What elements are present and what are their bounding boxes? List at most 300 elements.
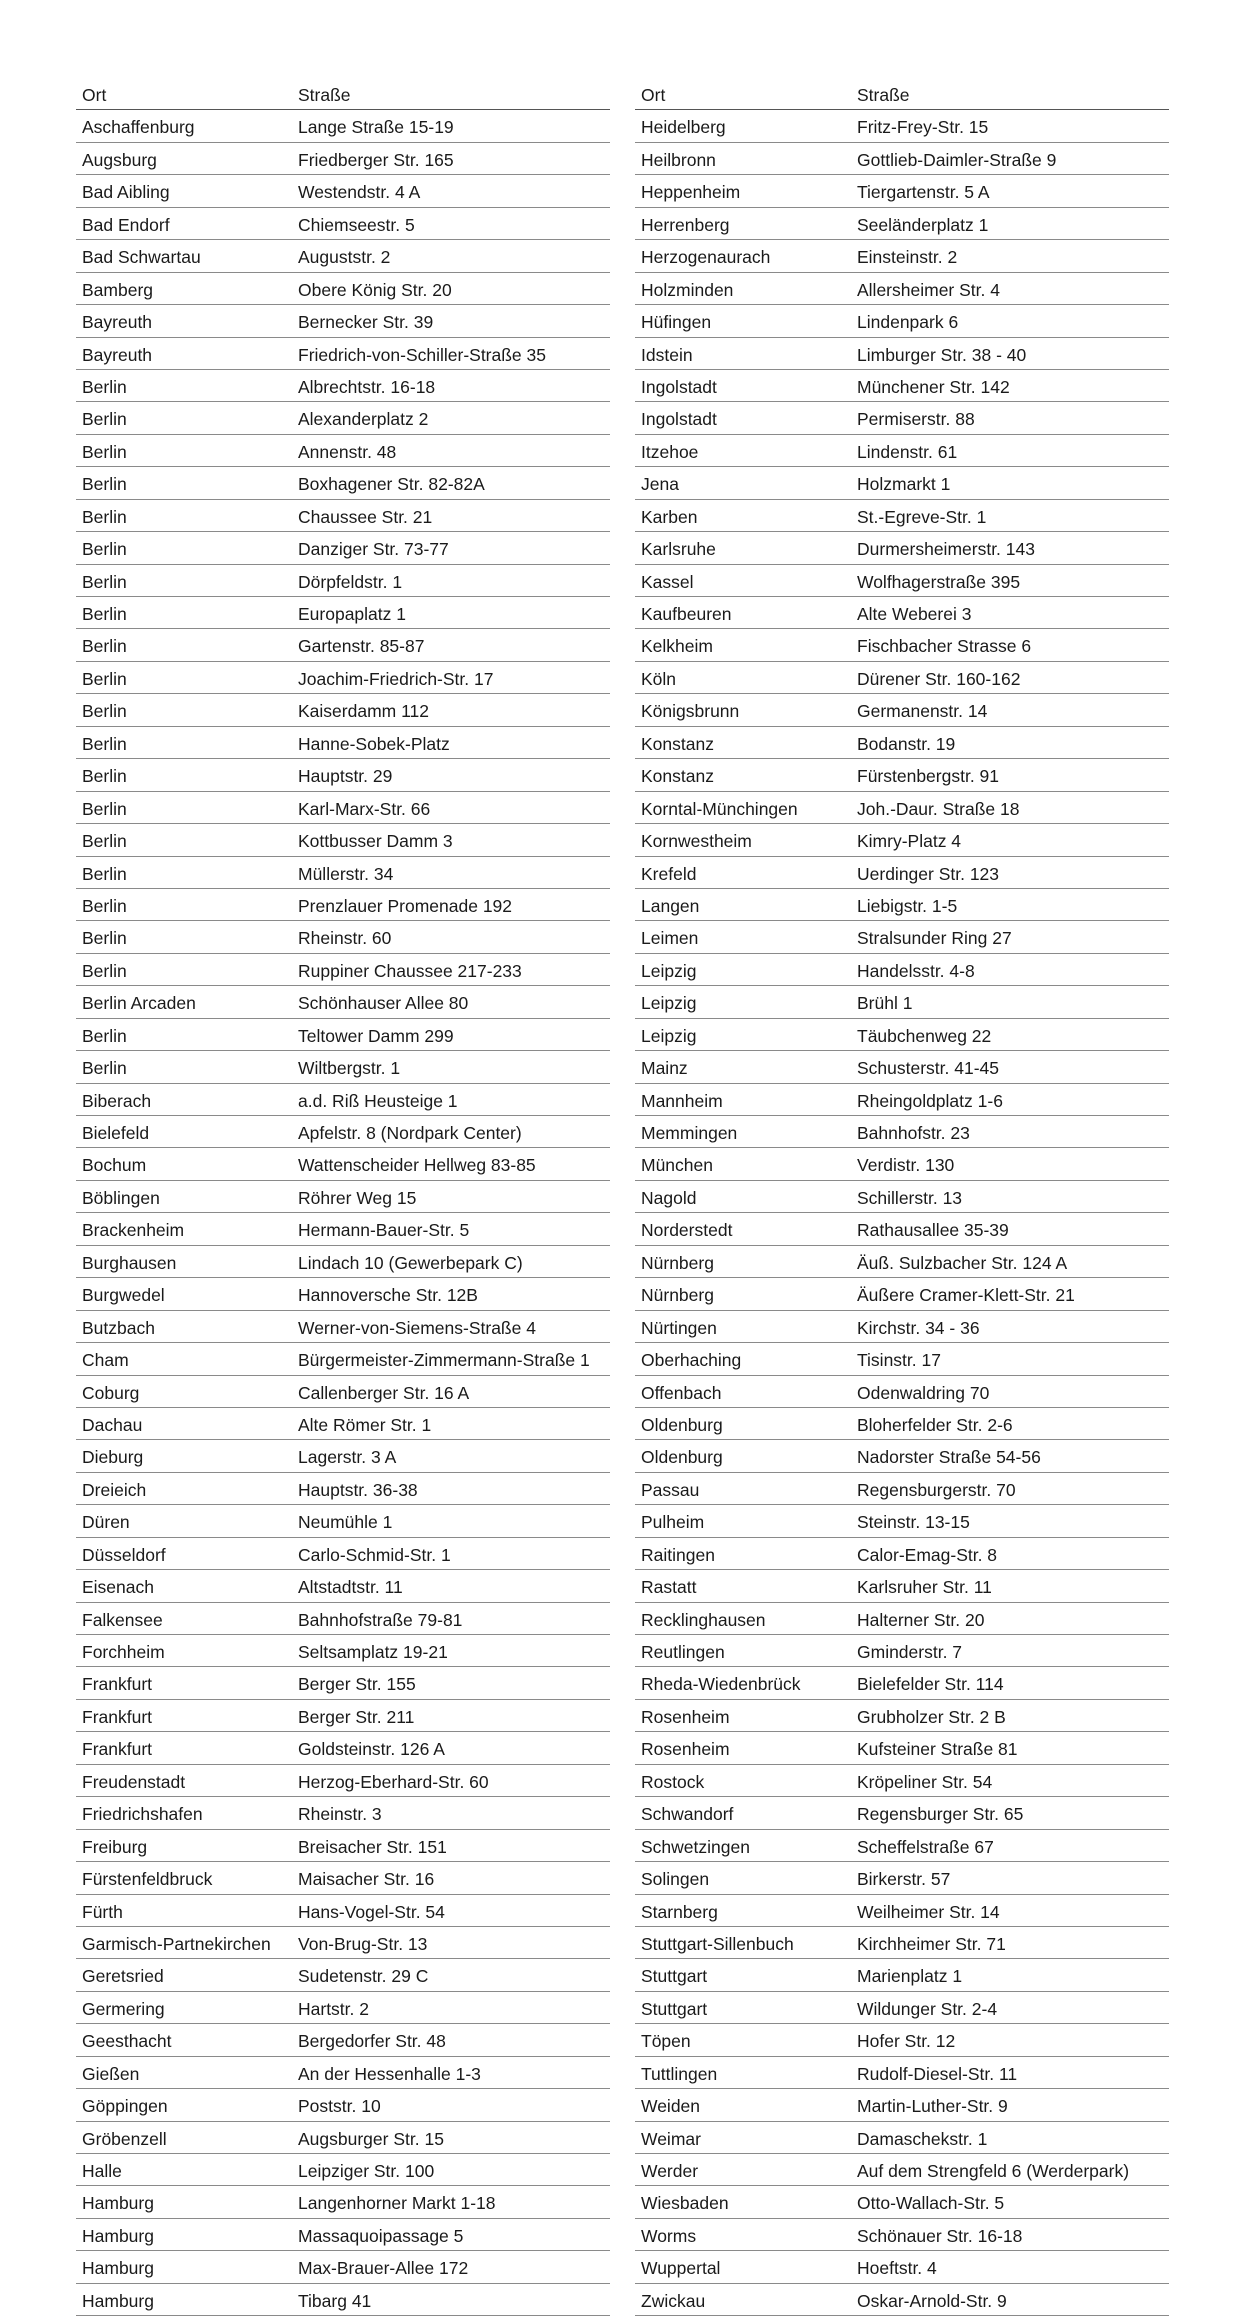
cell-ort: Rastatt	[641, 1577, 697, 1598]
table-row	[635, 240, 1169, 272]
table-row	[635, 273, 1169, 305]
table-row	[635, 2089, 1169, 2121]
table-row	[635, 1505, 1169, 1537]
cell-strasse: Auf dem Strengfeld 6 (Werderpark)	[857, 2161, 1130, 2181]
table-row	[76, 1765, 610, 1797]
cell-ort: Aschaffenburg	[82, 117, 195, 138]
table-row	[76, 208, 610, 240]
cell-ort: Dachau	[82, 1414, 143, 1435]
cell-strasse: Teltower Damm 299	[298, 1025, 454, 1046]
cell-strasse: Gminderstr. 7	[857, 1642, 963, 1662]
cell-ort: Burgwedel	[82, 1285, 165, 1306]
table-row	[76, 2122, 610, 2154]
cell-ort: Düsseldorf	[82, 1544, 166, 1565]
table-row	[635, 208, 1169, 240]
table-row	[76, 1246, 610, 1278]
cell-strasse: Karlsruher Str. 11	[857, 1577, 992, 1598]
cell-ort: Langen	[641, 895, 700, 916]
cell-strasse: Tiergartenstr. 5 A	[857, 182, 990, 203]
cell-ort: Heppenheim	[641, 182, 741, 203]
cell-strasse: Bahnhofstraße 79-81	[298, 1609, 463, 1630]
table-row	[76, 1830, 610, 1862]
cell-strasse: Goldsteinstr. 126 A	[298, 1739, 445, 1760]
cell-ort: München	[641, 1155, 713, 1176]
cell-strasse: Wattenscheider Hellweg 83-85	[298, 1155, 536, 1176]
cell-ort: Fürstenfeldbruck	[82, 1869, 213, 1890]
table-row	[76, 1473, 610, 1505]
cell-strasse: Uerdinger Str. 123	[857, 863, 1000, 884]
cell-ort: Hamburg	[82, 2258, 154, 2279]
table-row	[76, 2154, 610, 2186]
cell-ort: Herrenberg	[641, 214, 730, 235]
cell-strasse: St.-Egreve-Str. 1	[857, 506, 987, 527]
cell-ort: Fürth	[82, 1901, 123, 1922]
cell-strasse: Schönhauser Allee 80	[298, 993, 469, 1014]
table-row	[76, 1440, 610, 1472]
table-row	[635, 1019, 1169, 1051]
cell-strasse: Bernecker Str. 39	[298, 312, 434, 333]
table-row	[635, 2154, 1169, 2186]
cell-strasse: Brühl 1	[857, 993, 913, 1014]
cell-strasse: a.d. Riß Heusteige 1	[298, 1090, 458, 1111]
table-row	[76, 954, 610, 986]
cell-ort: Freudenstadt	[82, 1771, 186, 1792]
cell-strasse: Weilheimer Str. 14	[857, 1901, 1000, 1922]
cell-strasse: Karl-Marx-Str. 66	[298, 798, 431, 819]
table-row	[76, 1311, 610, 1343]
cell-ort: Berlin	[82, 409, 127, 430]
cell-strasse: Joachim-Friedrich-Str. 17	[298, 668, 494, 689]
table-row	[76, 305, 610, 337]
cell-ort: Wiesbaden	[641, 2193, 729, 2214]
cell-strasse: Grubholzer Str. 2 B	[857, 1706, 1006, 1727]
table-row	[76, 889, 610, 921]
cell-ort: Konstanz	[641, 766, 714, 787]
table-row	[635, 402, 1169, 434]
table-row	[635, 1700, 1169, 1732]
table-row	[76, 175, 610, 207]
table-row	[76, 857, 610, 889]
cell-strasse: Gottlieb-Daimler-Straße 9	[857, 149, 1057, 170]
table-row	[76, 143, 610, 175]
table-row	[635, 1927, 1169, 1959]
cell-ort: Rosenheim	[641, 1739, 730, 1760]
cell-strasse: Altstadtstr. 11	[298, 1577, 403, 1598]
cell-ort: Dieburg	[82, 1447, 144, 1468]
table-row	[76, 1181, 610, 1213]
cell-strasse: Boxhagener Str. 82-82A	[298, 474, 485, 495]
table-row	[76, 1635, 610, 1667]
cell-strasse: Fürstenbergstr. 91	[857, 766, 1000, 787]
cell-strasse: Kirchheimer Str. 71	[857, 1933, 1006, 1954]
table-row	[76, 435, 610, 467]
table-row	[635, 1084, 1169, 1116]
cell-strasse: Joh.-Daur. Straße 18	[857, 798, 1020, 819]
table-row	[76, 1895, 610, 1927]
table-row	[635, 727, 1169, 759]
cell-ort: Forchheim	[82, 1642, 165, 1662]
table-row	[76, 662, 610, 694]
cell-ort: Idstein	[641, 344, 693, 365]
cell-ort: Stuttgart	[641, 1998, 708, 2019]
cell-ort: Töpen	[641, 2031, 691, 2052]
cell-ort: Berlin	[82, 895, 127, 916]
cell-strasse: Rheinstr. 60	[298, 928, 392, 949]
cell-strasse: Apfelstr. 8 (Nordpark Center)	[298, 1123, 522, 1143]
table-row	[635, 2024, 1169, 2056]
table-row	[635, 2186, 1169, 2218]
table-row	[635, 792, 1169, 824]
cell-ort: Berlin	[82, 1025, 127, 1046]
cell-ort: Eisenach	[82, 1577, 154, 1598]
cell-ort: Hamburg	[82, 2225, 154, 2246]
cell-strasse: Max-Brauer-Allee 172	[298, 2258, 469, 2279]
cell-ort: Berlin	[82, 960, 127, 981]
cell-ort: Karlsruhe	[641, 539, 716, 560]
cell-strasse: Albrechtstr. 16-18	[298, 376, 436, 397]
table-row	[76, 1992, 610, 2024]
table-row	[76, 2251, 610, 2283]
table-row	[76, 1051, 610, 1083]
table-row	[76, 402, 610, 434]
cell-ort: Schwandorf	[641, 1804, 734, 1825]
table-row	[76, 2284, 610, 2316]
cell-strasse: Nadorster Straße 54-56	[857, 1447, 1041, 1468]
table-row	[635, 1246, 1169, 1278]
cell-strasse: Rathausallee 35-39	[857, 1220, 1009, 1241]
table-row	[635, 175, 1169, 207]
cell-strasse: Hans-Vogel-Str. 54	[298, 1901, 445, 1922]
table-row	[635, 2122, 1169, 2154]
table-row	[76, 759, 610, 791]
cell-strasse: Halterner Str. 20	[857, 1609, 985, 1630]
cell-strasse: Steinstr. 13-15	[857, 1512, 970, 1533]
cell-ort: Hamburg	[82, 2193, 154, 2214]
cell-ort: Wuppertal	[641, 2258, 721, 2279]
cell-strasse: Bergedorfer Str. 48	[298, 2031, 446, 2052]
cell-strasse: Schusterstr. 41-45	[857, 1058, 1000, 1079]
cell-ort: Geretsried	[82, 1966, 164, 1987]
cell-strasse: Callenberger Str. 16 A	[298, 1382, 470, 1403]
cell-strasse: Bielefelder Str. 114	[857, 1674, 1004, 1695]
cell-ort: Oldenburg	[641, 1414, 723, 1435]
cell-ort: Frankfurt	[82, 1739, 153, 1760]
cell-strasse: Scheffelstraße 67	[857, 1836, 994, 1857]
column-header-strasse: Straße	[857, 85, 910, 105]
cell-ort: Berlin	[82, 539, 127, 560]
table-row	[76, 1116, 610, 1148]
cell-ort: Bielefeld	[82, 1123, 150, 1143]
cell-ort: Berlin	[82, 733, 127, 754]
cell-ort: Ingolstadt	[641, 376, 717, 397]
cell-ort: Korntal-Münchingen	[641, 798, 798, 819]
cell-ort: Leipzig	[641, 993, 697, 1014]
cell-ort: Friedrichshafen	[82, 1804, 203, 1825]
table-row	[635, 1895, 1169, 1927]
table-row	[76, 1570, 610, 1602]
cell-ort: Jena	[641, 474, 679, 495]
cell-ort: Berlin	[82, 441, 127, 462]
cell-ort: Worms	[641, 2225, 697, 2246]
cell-strasse: Schillerstr. 13	[857, 1187, 963, 1208]
cell-strasse: Calor-Emag-Str. 8	[857, 1544, 998, 1565]
table-row	[76, 986, 610, 1018]
column-header-ort: Ort	[82, 85, 107, 105]
table-row	[76, 1505, 610, 1537]
table-row	[635, 1051, 1169, 1083]
cell-ort: Nürtingen	[641, 1317, 717, 1338]
table-row	[635, 662, 1169, 694]
table-row	[635, 986, 1169, 1018]
cell-strasse: Bodanstr. 19	[857, 733, 956, 754]
cell-strasse: Hauptstr. 29	[298, 766, 393, 787]
cell-ort: Herzogenaurach	[641, 247, 771, 268]
cell-strasse: Friedberger Str. 165	[298, 149, 454, 170]
cell-ort: Berlin	[82, 766, 127, 787]
cell-strasse: Kröpeliner Str. 54	[857, 1771, 993, 1792]
table-row	[76, 1343, 610, 1375]
cell-ort: Itzehoe	[641, 441, 699, 462]
table-row	[76, 240, 610, 272]
table-row	[76, 1084, 610, 1116]
cell-ort: Düren	[82, 1512, 130, 1533]
table-row	[635, 370, 1169, 402]
cell-ort: Recklinghausen	[641, 1609, 766, 1630]
cell-ort: Butzbach	[82, 1317, 155, 1338]
cell-ort: Reutlingen	[641, 1642, 725, 1662]
cell-ort: Mainz	[641, 1058, 688, 1079]
table-row	[635, 1181, 1169, 1213]
table-row	[635, 1667, 1169, 1699]
cell-strasse: Wiltbergstr. 1	[298, 1058, 401, 1079]
cell-strasse: Holzmarkt 1	[857, 474, 951, 495]
cell-ort: Cham	[82, 1350, 129, 1371]
cell-strasse: Otto-Wallach-Str. 5	[857, 2193, 1005, 2214]
table-row	[635, 1732, 1169, 1764]
cell-ort: Königsbrunn	[641, 701, 740, 722]
table-row	[635, 857, 1169, 889]
cell-strasse: Regensburgerstr. 70	[857, 1479, 1016, 1500]
table-row	[635, 467, 1169, 499]
cell-strasse: Tibarg 41	[298, 2290, 372, 2311]
table-row	[635, 2219, 1169, 2251]
table-row	[635, 694, 1169, 726]
table-row	[76, 1538, 610, 1570]
cell-strasse: An der Hessenhalle 1-3	[298, 2063, 481, 2084]
cell-ort: Bad Endorf	[82, 214, 170, 235]
cell-ort: Berlin	[82, 668, 127, 689]
cell-strasse: Tisinstr. 17	[857, 1350, 941, 1371]
cell-ort: Zwickau	[641, 2290, 706, 2311]
cell-ort: Werder	[641, 2161, 699, 2181]
cell-strasse: Chiemseestr. 5	[298, 214, 415, 235]
cell-strasse: Annenstr. 48	[298, 441, 397, 462]
cell-ort: Norderstedt	[641, 1220, 733, 1241]
cell-strasse: Carlo-Schmid-Str. 1	[298, 1544, 451, 1565]
cell-strasse: Friedrich-von-Schiller-Straße 35	[298, 344, 546, 365]
cell-ort: Heilbronn	[641, 149, 716, 170]
cell-ort: Falkensee	[82, 1609, 163, 1630]
cell-ort: Stuttgart-Sillenbuch	[641, 1933, 794, 1954]
cell-ort: Berlin	[82, 506, 127, 527]
cell-strasse: Damaschekstr. 1	[857, 2128, 988, 2149]
cell-strasse: Von-Brug-Str. 13	[298, 1933, 428, 1954]
cell-ort: Leipzig	[641, 1025, 697, 1046]
table-row	[76, 1732, 610, 1764]
table-row	[635, 1992, 1169, 2024]
cell-strasse: Maisacher Str. 16	[298, 1869, 435, 1890]
cell-strasse: Danziger Str. 73-77	[298, 539, 449, 560]
table-row	[635, 1473, 1169, 1505]
table-row	[635, 338, 1169, 370]
table-row	[76, 532, 610, 564]
table-row	[635, 500, 1169, 532]
table-row	[635, 1440, 1169, 1472]
cell-strasse: Europaplatz 1	[298, 604, 406, 624]
table-row	[635, 629, 1169, 661]
cell-ort: Berlin	[82, 636, 127, 657]
cell-strasse: Birkerstr. 57	[857, 1869, 951, 1890]
cell-ort: Kornwestheim	[641, 831, 752, 852]
cell-strasse: Sudetenstr. 29 C	[298, 1966, 429, 1987]
cell-ort: Brackenheim	[82, 1220, 185, 1241]
table-row	[76, 727, 610, 759]
table-row	[635, 1278, 1169, 1310]
cell-ort: Leipzig	[641, 960, 697, 981]
cell-ort: Schwetzingen	[641, 1836, 750, 1857]
table-row	[76, 1603, 610, 1635]
cell-ort: Rosenheim	[641, 1706, 730, 1727]
cell-strasse: Allersheimer Str. 4	[857, 279, 1000, 300]
table-row	[76, 1376, 610, 1408]
table-row	[76, 2186, 610, 2218]
cell-ort: Offenbach	[641, 1382, 722, 1403]
table-row	[635, 565, 1169, 597]
cell-ort: Starnberg	[641, 1901, 718, 1922]
cell-ort: Böblingen	[82, 1187, 160, 1208]
cell-ort: Berlin	[82, 701, 127, 722]
cell-strasse: Oskar-Arnold-Str. 9	[857, 2290, 1007, 2311]
table-row	[635, 143, 1169, 175]
cell-strasse: Berger Str. 155	[298, 1674, 416, 1695]
cell-ort: Berlin	[82, 863, 127, 884]
cell-ort: Heidelberg	[641, 117, 726, 138]
table-row	[635, 1343, 1169, 1375]
table-row	[635, 889, 1169, 921]
cell-strasse: Dörpfeldstr. 1	[298, 571, 403, 592]
table-row	[76, 2024, 610, 2056]
cell-strasse: Langenhorner Markt 1-18	[298, 2193, 496, 2214]
cell-strasse: Lange Straße 15-19	[298, 117, 454, 138]
cell-ort: Berlin	[82, 798, 127, 819]
cell-ort: Berlin	[82, 474, 127, 495]
cell-ort: Bochum	[82, 1155, 147, 1176]
cell-strasse: Äußere Cramer-Klett-Str. 21	[857, 1285, 1075, 1306]
cell-strasse: Hanne-Sobek-Platz	[298, 733, 450, 754]
table-row	[635, 1797, 1169, 1829]
cell-strasse: Kirchstr. 34 - 36	[857, 1317, 980, 1338]
cell-strasse: Obere König Str. 20	[298, 279, 452, 300]
cell-strasse: Hartstr. 2	[298, 1998, 369, 2019]
cell-strasse: Ruppiner Chaussee 217-233	[298, 960, 522, 981]
table-row	[76, 629, 610, 661]
cell-strasse: Rheingoldplatz 1-6	[857, 1090, 1003, 1111]
cell-strasse: Handelsstr. 4-8	[857, 960, 975, 981]
cell-strasse: Liebigstr. 1-5	[857, 895, 958, 916]
cell-strasse: Hauptstr. 36-38	[298, 1479, 418, 1500]
table-row	[635, 921, 1169, 953]
cell-ort: Burghausen	[82, 1252, 177, 1273]
cell-strasse: Berger Str. 211	[298, 1706, 415, 1727]
table-row	[635, 1959, 1169, 1991]
table-row	[635, 1408, 1169, 1440]
cell-ort: Berlin Arcaden	[82, 993, 196, 1014]
cell-ort: Hüfingen	[641, 312, 712, 333]
table-row	[76, 1797, 610, 1829]
cell-ort: Nagold	[641, 1187, 697, 1208]
table-row	[635, 1116, 1169, 1148]
cell-strasse: Neumühle 1	[298, 1512, 393, 1533]
cell-ort: Tuttlingen	[641, 2063, 718, 2084]
table-row	[76, 1959, 610, 1991]
cell-strasse: Durmersheimerstr. 143	[857, 539, 1035, 560]
table-row	[76, 2219, 610, 2251]
cell-ort: Garmisch-Partnekirchen	[82, 1933, 271, 1954]
cell-ort: Halle	[82, 2161, 122, 2181]
cell-ort: Oldenburg	[641, 1447, 723, 1468]
cell-ort: Berlin	[82, 1058, 127, 1079]
table-header-row	[76, 78, 610, 110]
table-row	[76, 1213, 610, 1245]
table-row	[76, 110, 610, 142]
cell-ort: Rheda-Wiedenbrück	[641, 1674, 801, 1695]
table-row	[635, 954, 1169, 986]
cell-strasse: Martin-Luther-Str. 9	[857, 2096, 1008, 2117]
cell-strasse: Auguststr. 2	[298, 247, 391, 268]
cell-strasse: Hannoversche Str. 12B	[298, 1285, 478, 1306]
cell-ort: Coburg	[82, 1382, 140, 1403]
table-row	[635, 532, 1169, 564]
cell-strasse: Prenzlauer Promenade 192	[298, 895, 513, 916]
cell-strasse: Stralsunder Ring 27	[857, 928, 1012, 949]
cell-ort: Biberach	[82, 1090, 152, 1111]
cell-ort: Stuttgart	[641, 1966, 708, 1987]
cell-ort: Rostock	[641, 1771, 705, 1792]
cell-ort: Raitingen	[641, 1544, 715, 1565]
table-row	[76, 2057, 610, 2089]
cell-ort: Leimen	[641, 928, 699, 949]
table-row	[76, 565, 610, 597]
cell-ort: Bad Schwartau	[82, 247, 201, 268]
cell-strasse: Regensburger Str. 65	[857, 1804, 1024, 1825]
address-table-right	[635, 78, 1169, 2316]
table-row	[76, 921, 610, 953]
table-row	[635, 110, 1169, 142]
cell-strasse: Permiserstr. 88	[857, 409, 975, 430]
cell-ort: Gießen	[82, 2063, 140, 2084]
cell-strasse: Wildunger Str. 2-4	[857, 1998, 998, 2019]
table-row	[76, 1927, 610, 1959]
cell-ort: Köln	[641, 668, 677, 689]
table-row	[635, 2251, 1169, 2283]
cell-strasse: Äuß. Sulzbacher Str. 124 A	[857, 1252, 1068, 1273]
cell-strasse: Lindenpark 6	[857, 312, 959, 333]
table-row	[76, 1148, 610, 1180]
cell-strasse: Einsteinstr. 2	[857, 247, 958, 268]
cell-ort: Memmingen	[641, 1123, 738, 1143]
cell-strasse: Marienplatz 1	[857, 1966, 963, 1987]
cell-strasse: Seeländerplatz 1	[857, 214, 989, 235]
